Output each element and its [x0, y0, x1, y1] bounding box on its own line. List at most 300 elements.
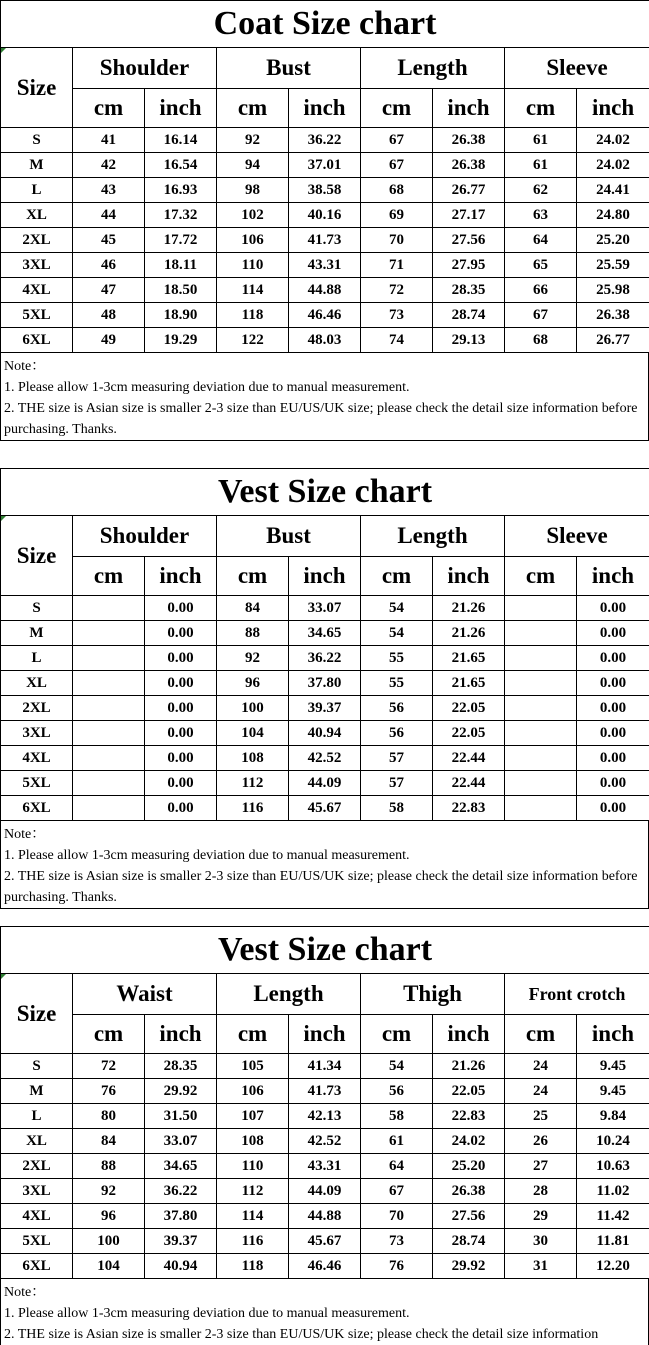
value-cell: 0.00 — [145, 671, 217, 696]
value-cell: 9.45 — [577, 1079, 649, 1104]
note-title: Note： — [4, 824, 648, 845]
value-cell: 43 — [73, 178, 145, 203]
table-row — [1, 596, 649, 621]
value-cell: 12.20 — [577, 1254, 649, 1279]
value-cell: 26 — [505, 1129, 577, 1154]
size-cell: XL — [1, 203, 73, 228]
value-cell: 25.98 — [577, 278, 649, 303]
value-cell: 24.80 — [577, 203, 649, 228]
value-cell: 26.77 — [433, 178, 505, 203]
value-cell: 67 — [361, 128, 433, 153]
value-cell: 27.95 — [433, 253, 505, 278]
value-cell: 122 — [217, 328, 289, 353]
value-cell: 18.90 — [145, 303, 217, 328]
vest-note — [0, 821, 649, 909]
chart-title: Vest Size chart — [1, 927, 649, 974]
value-cell: 72 — [73, 1054, 145, 1079]
value-cell: 48.03 — [289, 328, 361, 353]
vest-size-chart — [0, 468, 649, 916]
value-cell: 34.65 — [289, 621, 361, 646]
value-cell: 57 — [361, 746, 433, 771]
value-cell: 67 — [361, 1179, 433, 1204]
value-cell: 108 — [217, 1129, 289, 1154]
value-cell: 102 — [217, 203, 289, 228]
size-cell: M — [1, 621, 73, 646]
value-cell: 106 — [217, 1079, 289, 1104]
note-title: Note： — [4, 356, 648, 377]
coat-rows — [1, 128, 649, 353]
value-cell — [73, 796, 145, 821]
value-cell — [505, 671, 577, 696]
value-cell: 27.56 — [433, 1204, 505, 1229]
group-header: Thigh — [361, 974, 505, 1015]
value-cell: 58 — [361, 1104, 433, 1129]
group-header: Length — [361, 516, 505, 557]
value-cell: 22.44 — [433, 771, 505, 796]
unit-header: cm — [505, 557, 577, 596]
value-cell: 33.07 — [289, 596, 361, 621]
note-line: 1. Please allow 1-3cm measuring deviation due to manual measurement. — [4, 377, 648, 398]
value-cell: 37.01 — [289, 153, 361, 178]
value-cell: 25.20 — [433, 1154, 505, 1179]
value-cell: 42.52 — [289, 746, 361, 771]
size-cell: 3XL — [1, 1179, 73, 1204]
value-cell: 0.00 — [145, 646, 217, 671]
value-cell: 56 — [361, 721, 433, 746]
value-cell — [73, 621, 145, 646]
value-cell: 16.14 — [145, 128, 217, 153]
group-header: Waist — [73, 974, 217, 1015]
unit-header: cm — [217, 89, 289, 128]
pants-note — [0, 1279, 649, 1345]
size-cell: L — [1, 646, 73, 671]
group-header: Sleeve — [505, 48, 649, 89]
value-cell: 21.26 — [433, 596, 505, 621]
table-row — [1, 646, 649, 671]
value-cell: 28 — [505, 1179, 577, 1204]
value-cell: 44 — [73, 203, 145, 228]
value-cell: 19.29 — [145, 328, 217, 353]
value-cell: 61 — [505, 128, 577, 153]
value-cell: 94 — [217, 153, 289, 178]
value-cell: 54 — [361, 596, 433, 621]
value-cell: 114 — [217, 278, 289, 303]
size-header: Size — [1, 48, 73, 128]
value-cell: 92 — [217, 646, 289, 671]
value-cell: 34.65 — [145, 1154, 217, 1179]
vest-rows — [1, 596, 649, 821]
value-cell: 18.11 — [145, 253, 217, 278]
value-cell: 21.65 — [433, 646, 505, 671]
table-row — [1, 1229, 649, 1254]
value-cell: 44.88 — [289, 278, 361, 303]
table-row — [1, 128, 649, 153]
value-cell: 106 — [217, 228, 289, 253]
value-cell: 17.72 — [145, 228, 217, 253]
unit-header: inch — [577, 557, 649, 596]
value-cell: 27.56 — [433, 228, 505, 253]
value-cell: 63 — [505, 203, 577, 228]
value-cell: 37.80 — [289, 671, 361, 696]
value-cell: 38.58 — [289, 178, 361, 203]
value-cell: 61 — [505, 153, 577, 178]
table-row — [1, 1179, 649, 1204]
value-cell: 114 — [217, 1204, 289, 1229]
value-cell: 41.73 — [289, 1079, 361, 1104]
value-cell: 104 — [217, 721, 289, 746]
value-cell — [73, 646, 145, 671]
size-cell: L — [1, 178, 73, 203]
value-cell: 44.09 — [289, 1179, 361, 1204]
value-cell: 45 — [73, 228, 145, 253]
value-cell — [505, 696, 577, 721]
corner-mark — [1, 48, 6, 53]
group-header: Bust — [217, 516, 361, 557]
size-cell: 2XL — [1, 228, 73, 253]
value-cell: 46.46 — [289, 1254, 361, 1279]
value-cell: 22.05 — [433, 1079, 505, 1104]
size-cell: S — [1, 128, 73, 153]
value-cell: 0.00 — [145, 721, 217, 746]
size-cell: S — [1, 1054, 73, 1079]
unit-header: cm — [217, 557, 289, 596]
value-cell: 47 — [73, 278, 145, 303]
coat-size-table — [0, 0, 649, 353]
table-row — [1, 303, 649, 328]
value-cell: 26.38 — [433, 128, 505, 153]
value-cell: 45.67 — [289, 796, 361, 821]
value-cell: 54 — [361, 1054, 433, 1079]
value-cell: 68 — [361, 178, 433, 203]
value-cell: 40.94 — [289, 721, 361, 746]
value-cell — [505, 621, 577, 646]
unit-header: inch — [145, 557, 217, 596]
value-cell — [505, 746, 577, 771]
coat-size-chart — [0, 0, 649, 458]
table-row — [1, 1204, 649, 1229]
group-header: Length — [361, 48, 505, 89]
value-cell: 57 — [361, 771, 433, 796]
value-cell: 0.00 — [577, 721, 649, 746]
value-cell: 21.26 — [433, 621, 505, 646]
value-cell: 43.31 — [289, 253, 361, 278]
size-cell: 4XL — [1, 746, 73, 771]
value-cell: 29.92 — [433, 1254, 505, 1279]
table-row — [1, 1129, 649, 1154]
unit-header: inch — [289, 89, 361, 128]
size-cell: 3XL — [1, 721, 73, 746]
value-cell: 0.00 — [577, 596, 649, 621]
size-cell: 5XL — [1, 303, 73, 328]
value-cell: 107 — [217, 1104, 289, 1129]
value-cell: 36.22 — [289, 646, 361, 671]
value-cell: 17.32 — [145, 203, 217, 228]
value-cell: 29 — [505, 1204, 577, 1229]
value-cell: 16.93 — [145, 178, 217, 203]
pants-size-table — [0, 926, 649, 1279]
value-cell — [505, 796, 577, 821]
value-cell: 74 — [361, 328, 433, 353]
value-cell: 40.94 — [145, 1254, 217, 1279]
value-cell: 0.00 — [577, 671, 649, 696]
value-cell: 42.13 — [289, 1104, 361, 1129]
note-line: 2. THE size is Asian size is smaller 2-3 size than EU/US/UK size; please check the detail size information — [4, 1324, 648, 1345]
value-cell: 68 — [505, 328, 577, 353]
value-cell: 22.05 — [433, 721, 505, 746]
unit-header: cm — [361, 89, 433, 128]
value-cell: 118 — [217, 1254, 289, 1279]
value-cell: 24 — [505, 1079, 577, 1104]
value-cell: 69 — [361, 203, 433, 228]
value-cell: 70 — [361, 228, 433, 253]
value-cell — [73, 671, 145, 696]
value-cell: 37.80 — [145, 1204, 217, 1229]
value-cell: 0.00 — [577, 621, 649, 646]
table-row — [1, 796, 649, 821]
value-cell: 25 — [505, 1104, 577, 1129]
unit-header-row — [1, 89, 649, 128]
note-line: 1. Please allow 1-3cm measuring deviation due to manual measurement. — [4, 845, 648, 866]
table-row — [1, 1079, 649, 1104]
unit-header: cm — [361, 1015, 433, 1054]
value-cell: 36.22 — [145, 1179, 217, 1204]
unit-header: cm — [73, 557, 145, 596]
size-cell: L — [1, 1104, 73, 1129]
value-cell: 27 — [505, 1154, 577, 1179]
value-cell: 36.22 — [289, 128, 361, 153]
group-header: Shoulder — [73, 48, 217, 89]
table-row — [1, 621, 649, 646]
unit-header: inch — [433, 89, 505, 128]
unit-header: inch — [289, 557, 361, 596]
size-cell: XL — [1, 671, 73, 696]
unit-header: inch — [289, 1015, 361, 1054]
value-cell: 73 — [361, 303, 433, 328]
corner-mark — [1, 974, 6, 979]
group-header: Sleeve — [505, 516, 649, 557]
value-cell: 0.00 — [577, 696, 649, 721]
value-cell: 41.34 — [289, 1054, 361, 1079]
value-cell: 70 — [361, 1204, 433, 1229]
value-cell: 0.00 — [145, 746, 217, 771]
value-cell: 28.74 — [433, 1229, 505, 1254]
unit-header: cm — [505, 89, 577, 128]
unit-header: inch — [577, 1015, 649, 1054]
table-row — [1, 671, 649, 696]
size-cell: 2XL — [1, 696, 73, 721]
value-cell: 118 — [217, 303, 289, 328]
value-cell: 0.00 — [577, 646, 649, 671]
value-cell: 76 — [73, 1079, 145, 1104]
value-cell: 58 — [361, 796, 433, 821]
value-cell: 28.35 — [145, 1054, 217, 1079]
value-cell: 22.83 — [433, 796, 505, 821]
value-cell: 30 — [505, 1229, 577, 1254]
unit-header-row — [1, 557, 649, 596]
corner-mark — [1, 516, 6, 521]
table-row — [1, 278, 649, 303]
size-cell: XL — [1, 1129, 73, 1154]
value-cell: 40.16 — [289, 203, 361, 228]
value-cell: 29.92 — [145, 1079, 217, 1104]
value-cell: 28.74 — [433, 303, 505, 328]
unit-header: cm — [73, 1015, 145, 1054]
value-cell: 55 — [361, 646, 433, 671]
size-cell: S — [1, 596, 73, 621]
value-cell: 10.63 — [577, 1154, 649, 1179]
value-cell: 64 — [505, 228, 577, 253]
size-header: Size — [1, 974, 73, 1054]
table-row — [1, 228, 649, 253]
value-cell: 26.38 — [577, 303, 649, 328]
table-row — [1, 253, 649, 278]
value-cell: 33.07 — [145, 1129, 217, 1154]
unit-header: inch — [433, 1015, 505, 1054]
value-cell: 76 — [361, 1254, 433, 1279]
table-row — [1, 1104, 649, 1129]
value-cell: 61 — [361, 1129, 433, 1154]
value-cell: 71 — [361, 253, 433, 278]
pants-rows — [1, 1054, 649, 1279]
unit-header: inch — [577, 89, 649, 128]
value-cell: 80 — [73, 1104, 145, 1129]
table-row — [1, 1054, 649, 1079]
value-cell: 24.02 — [577, 128, 649, 153]
size-header: Size — [1, 516, 73, 596]
value-cell: 112 — [217, 1179, 289, 1204]
table-row — [1, 746, 649, 771]
value-cell: 66 — [505, 278, 577, 303]
size-cell: 6XL — [1, 328, 73, 353]
value-cell: 0.00 — [145, 771, 217, 796]
table-row — [1, 203, 649, 228]
value-cell: 100 — [217, 696, 289, 721]
table-row — [1, 328, 649, 353]
value-cell: 0.00 — [577, 771, 649, 796]
value-cell: 64 — [361, 1154, 433, 1179]
unit-header: cm — [217, 1015, 289, 1054]
group-header: Shoulder — [73, 516, 217, 557]
value-cell: 96 — [217, 671, 289, 696]
value-cell: 24.41 — [577, 178, 649, 203]
table-row — [1, 153, 649, 178]
value-cell: 72 — [361, 278, 433, 303]
table-row — [1, 771, 649, 796]
value-cell: 108 — [217, 746, 289, 771]
value-cell: 54 — [361, 621, 433, 646]
value-cell: 42 — [73, 153, 145, 178]
value-cell — [73, 746, 145, 771]
value-cell: 26.77 — [577, 328, 649, 353]
group-header: Length — [217, 974, 361, 1015]
note-line: 2. THE size is Asian size is smaller 2-3 size than EU/US/UK size; please check the detail size information before purchasing. Thanks. — [4, 398, 648, 440]
value-cell: 0.00 — [577, 796, 649, 821]
value-cell — [73, 771, 145, 796]
value-cell: 44.09 — [289, 771, 361, 796]
table-row — [1, 1254, 649, 1279]
unit-header: cm — [361, 557, 433, 596]
value-cell: 24 — [505, 1054, 577, 1079]
value-cell: 39.37 — [289, 696, 361, 721]
value-cell: 25.59 — [577, 253, 649, 278]
table-row — [1, 178, 649, 203]
unit-header-row — [1, 1015, 649, 1054]
value-cell: 92 — [217, 128, 289, 153]
value-cell: 56 — [361, 1079, 433, 1104]
value-cell: 100 — [73, 1229, 145, 1254]
unit-header: inch — [433, 557, 505, 596]
value-cell: 0.00 — [145, 796, 217, 821]
value-cell: 25.20 — [577, 228, 649, 253]
value-cell: 24.02 — [433, 1129, 505, 1154]
size-cell: 6XL — [1, 796, 73, 821]
group-header: Bust — [217, 48, 361, 89]
value-cell: 46.46 — [289, 303, 361, 328]
value-cell: 39.37 — [145, 1229, 217, 1254]
value-cell: 41 — [73, 128, 145, 153]
unit-header: inch — [145, 1015, 217, 1054]
value-cell: 31.50 — [145, 1104, 217, 1129]
size-cell: 5XL — [1, 1229, 73, 1254]
value-cell: 26.38 — [433, 1179, 505, 1204]
value-cell — [505, 596, 577, 621]
value-cell: 110 — [217, 1154, 289, 1179]
value-cell: 48 — [73, 303, 145, 328]
chart-title: Coat Size chart — [1, 1, 649, 48]
value-cell: 46 — [73, 253, 145, 278]
value-cell: 116 — [217, 1229, 289, 1254]
value-cell: 88 — [73, 1154, 145, 1179]
value-cell: 44.88 — [289, 1204, 361, 1229]
value-cell: 18.50 — [145, 278, 217, 303]
value-cell — [73, 721, 145, 746]
value-cell: 31 — [505, 1254, 577, 1279]
value-cell — [505, 771, 577, 796]
value-cell: 0.00 — [145, 621, 217, 646]
group-header: Front crotch — [505, 974, 649, 1015]
chart-title: Vest Size chart — [1, 469, 649, 516]
value-cell: 42.52 — [289, 1129, 361, 1154]
value-cell: 110 — [217, 253, 289, 278]
value-cell: 73 — [361, 1229, 433, 1254]
value-cell: 41.73 — [289, 228, 361, 253]
value-cell: 21.26 — [433, 1054, 505, 1079]
value-cell: 96 — [73, 1204, 145, 1229]
size-cell: 2XL — [1, 1154, 73, 1179]
value-cell — [505, 646, 577, 671]
value-cell: 0.00 — [145, 696, 217, 721]
value-cell: 84 — [217, 596, 289, 621]
value-cell: 9.45 — [577, 1054, 649, 1079]
value-cell: 43.31 — [289, 1154, 361, 1179]
table-row — [1, 696, 649, 721]
note-line: 2. THE size is Asian size is smaller 2-3 size than EU/US/UK size; please check the detail size information before purchasing. Thanks. — [4, 866, 648, 908]
value-cell: 9.84 — [577, 1104, 649, 1129]
value-cell: 11.02 — [577, 1179, 649, 1204]
table-row — [1, 1154, 649, 1179]
value-cell: 105 — [217, 1054, 289, 1079]
value-cell: 67 — [361, 153, 433, 178]
value-cell: 11.81 — [577, 1229, 649, 1254]
table-row — [1, 721, 649, 746]
value-cell: 67 — [505, 303, 577, 328]
value-cell: 84 — [73, 1129, 145, 1154]
value-cell: 27.17 — [433, 203, 505, 228]
value-cell: 98 — [217, 178, 289, 203]
note-line: 1. Please allow 1-3cm measuring deviation due to manual measurement. — [4, 1303, 648, 1324]
value-cell: 22.05 — [433, 696, 505, 721]
note-title: Note： — [4, 1282, 648, 1303]
